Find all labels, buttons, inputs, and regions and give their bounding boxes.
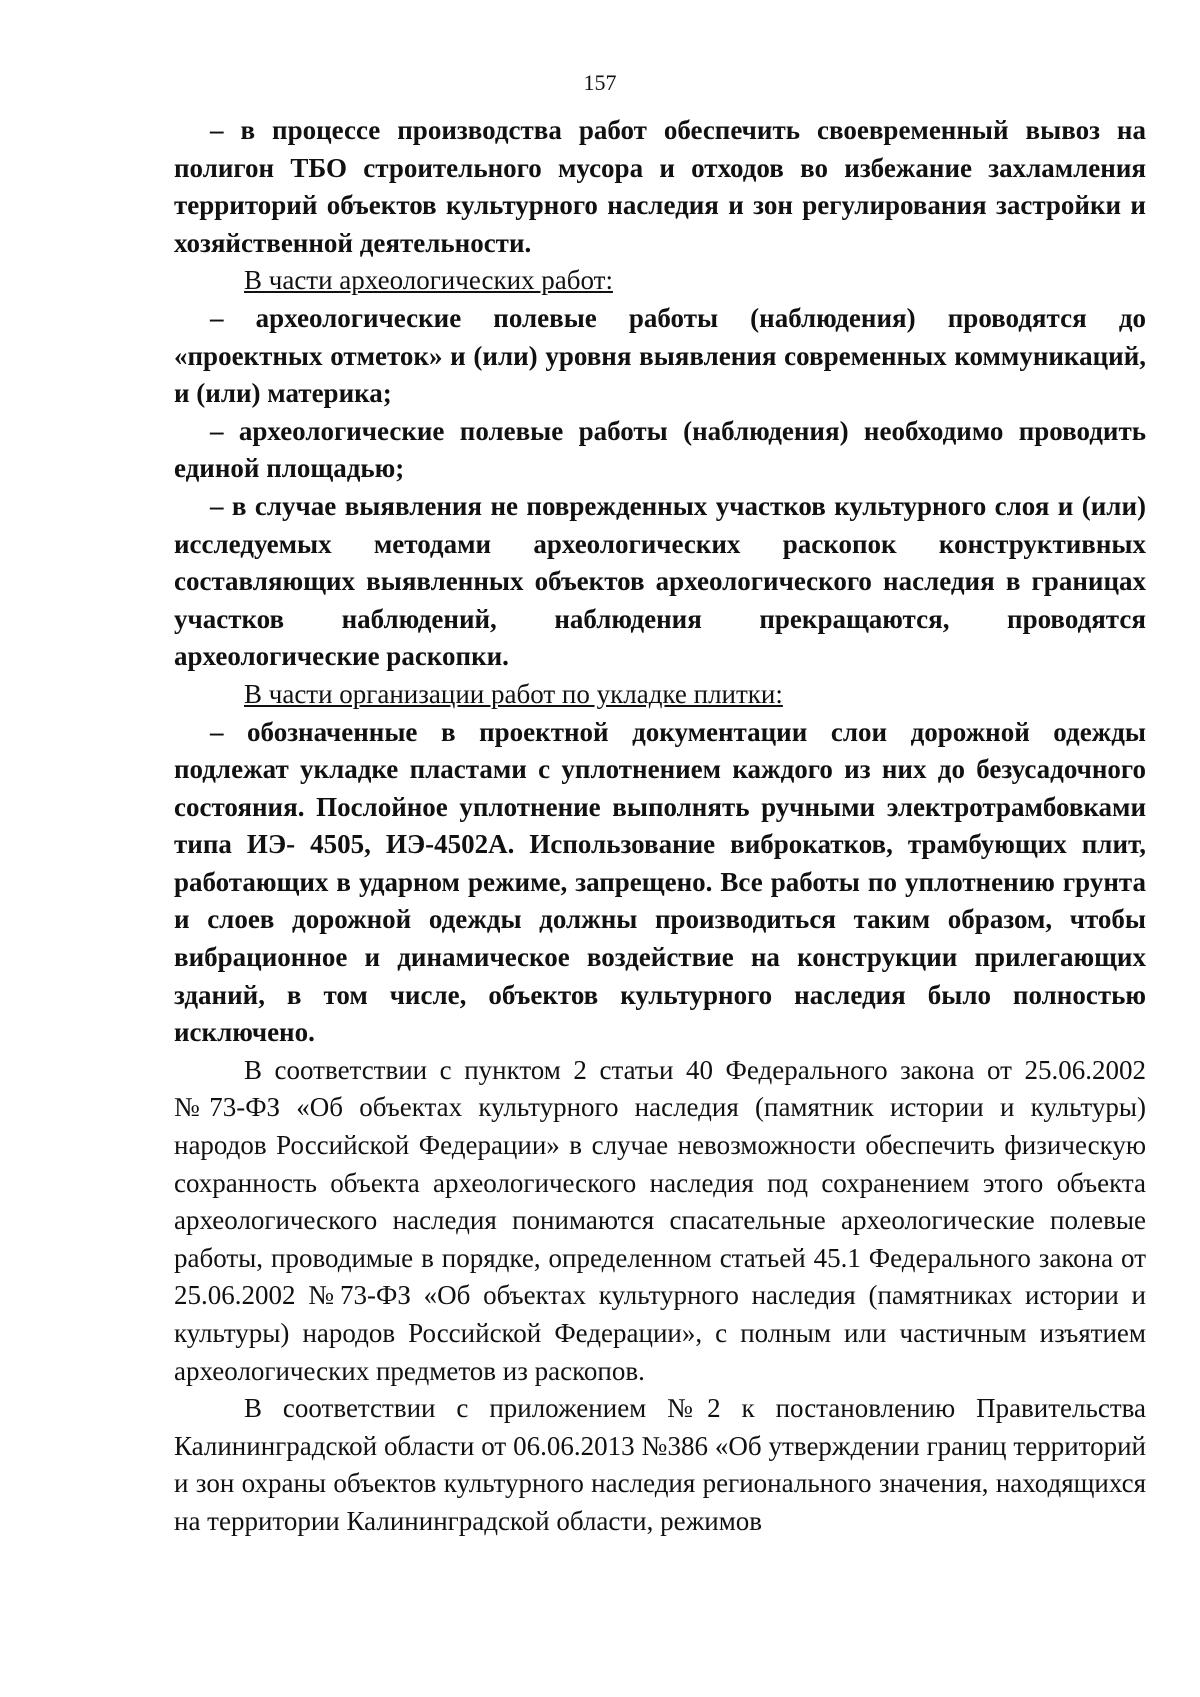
page-number: 157 bbox=[583, 70, 617, 95]
paragraph-government-resolution: В соответствии с приложением №2 к постановлению Правительства Калининградской области от 06.06.2013 №386 «Об утверждении границ территорий и зон охраны объектов культурного наследия регионального значения, находящихся на территории Калининградской области, режимов bbox=[174, 1393, 1146, 1536]
paragraph-compaction: – обозначенные в проектной документации слои дорожной одежды подлежат укладке пластами с уплотнением каждого из них до безусадочного состояния. Послойное уплотнение выполнять ручными электротрамбовками типа ИЭ- 4505, ИЭ-4502А. Использование виброкатков, трамбующих плит, работающих в ударном режиме, запрещено. Все работы по уплотнению грунта и слоев дорожной одежды должны производиться таким образом, чтобы вибрационное и динамическое воздействие на конструкции прилегающих зданий, в том числе, объектов культурного наследия было полностью исключено. bbox=[174, 716, 1146, 1048]
paragraph-federal-law: В соответствии с пунктом 2 статьи 40 Федерального закона от 25.06.2002 №73-ФЗ «Об объектах культурного наследия (памятник истории и культуры) народов Российской Федерации» в случае невозможности обеспечить физическую сохранность объекта археологического наследия под сохранением этого объекта археологического наследия понимаются спасательные археологические полевые работы, проводимые в порядке, определенном статьей 45.1 Федерального закона от 25.06.2002 №73-ФЗ «Об объектах культурного наследия (памятниках истории и культуры) народов Российской Федерации», с полным или частичным изъятием археологических предметов из раскопов. bbox=[174, 1054, 1146, 1386]
paragraph-archaeological-depth: – археологические полевые работы (наблюдения) проводятся до «проектных отметок» и (или) уровня выявления современных коммуникаций, и (или) материка; bbox=[174, 302, 1146, 409]
heading-tile-laying bbox=[174, 676, 1146, 714]
paragraph-waste-removal: – в процессе производства работ обеспечить своевременный вывоз на полигон ТБО строительного мусора и отходов во избежание захламления территорий объектов культурного наследия и зон регулирования застройки и хозяйственной деятельности. bbox=[174, 115, 1146, 258]
document-body bbox=[174, 112, 1146, 1541]
heading-archaeological-works bbox=[174, 262, 1146, 300]
heading-tile-laying-text: В части организации работ по укладке плитки: bbox=[244, 678, 783, 709]
heading-archaeological-works-text: В части археологических работ: bbox=[244, 265, 613, 296]
paragraph-single-area: – археологические полевые работы (наблюдения) необходимо проводить единой площадью; bbox=[174, 415, 1146, 484]
paragraph-excavations: – в случае выявления не поврежденных участков культурного слоя и (или) исследуемых методами археологических раскопок конструктивных составляющих выявленных объектов археологического наследия в границах участков наблюдений, наблюдения прекращаются, проводятся археологические раскопки. bbox=[174, 490, 1146, 672]
